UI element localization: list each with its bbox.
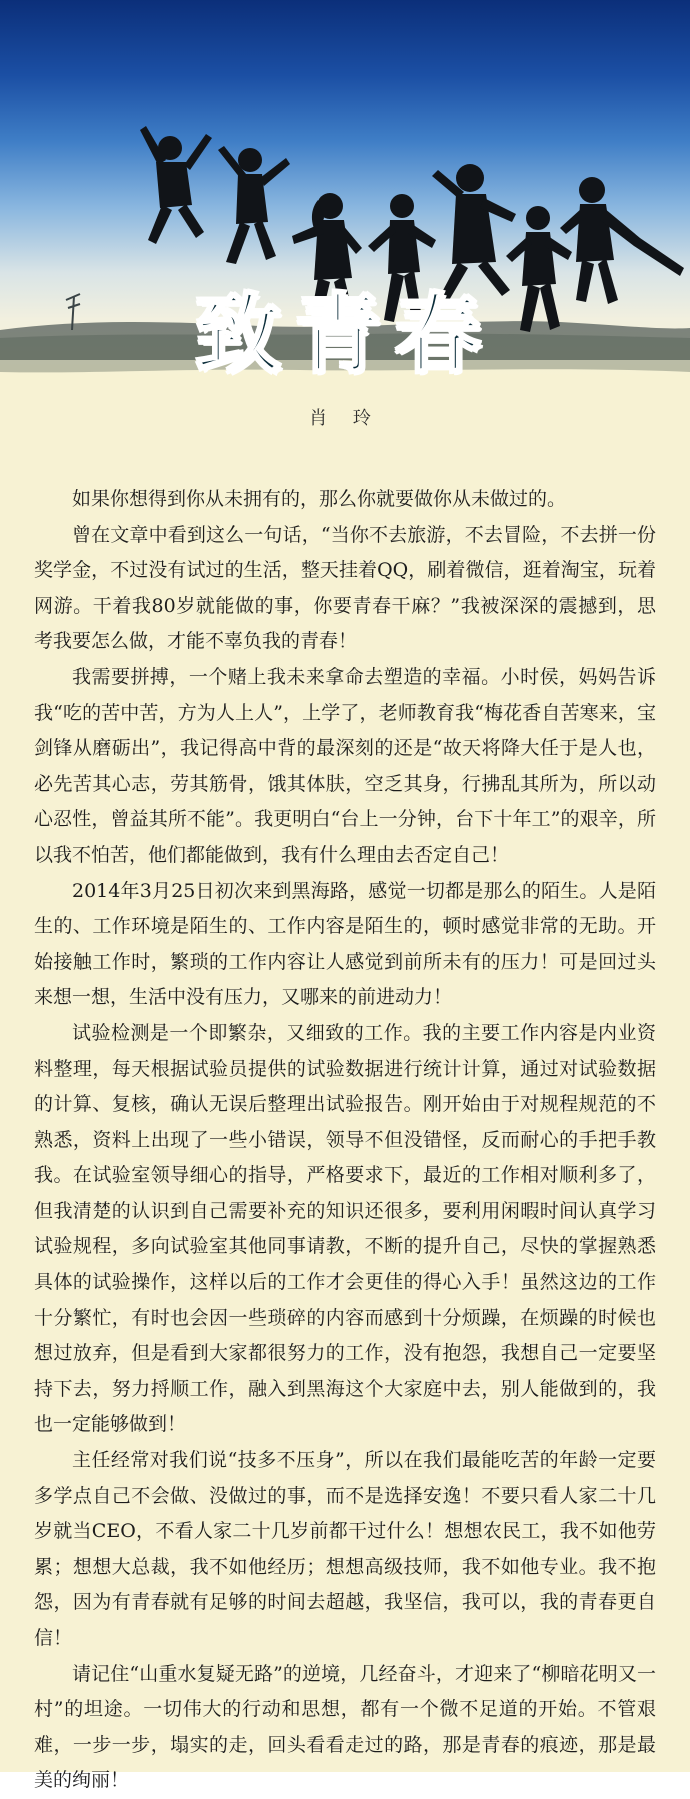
article-paragraph: 主任经常对我们说“技多不压身”，所以在我们最能吃苦的年龄一定要多学点自己不会做、没做过的事，而不是选择安逸！不要只看人家二十几岁就当CEO，不看人家二十几岁前都干过什么！想想农民工，我不如他劳累；想想大总裁，我不如他经历；想想高级技师，我不如他专业。我不抱怨，因为有青春就有足够的时间去超越，我坚信，我可以，我的青春更自信！ [34,1449,656,1649]
article-paragraph: 曾在文章中看到这么一句话，“当你不去旅游，不去冒险，不去拼一份奖学金，不过没有试过的生活，整天挂着QQ，刷着微信，逛着淘宝，玩着网游。干着我80岁就能做的事，你要青春干麻？”我被深深的震撼到，思考我要怎么做，才能不辜负我的青春！ [34,523,656,653]
article-paragraph: 试验检测是一个即繁杂，又细致的工作。我的主要工作内容是内业资料整理，每天根据试验员提供的试验数据进行统计计算，通过对试验数据的计算、复核，确认无误后整理出试验报告。刚开始由于对规程规范的不熟悉，资料上出现了一些小错误，领导不但没错怪，反而耐心的手把手教我。在试验室领导细心的指导，严格要求下，最近的工作相对顺利多了，但我清楚的认识到自己需要补充的知识还很多，要利用闲暇时间认真学习试验规程，多向试验室其他同事请教，不断的提升自己，尽快的掌握熟悉具体的试验操作，这样以后的工作才会更佳的得心入手！虽然这边的工作十分繁忙，有时也会因一些琐碎的内容而感到十分烦躁，在烦躁的时候也想过放弃，但是看到大家都很努力的工作，没有抱怨，我想自己一定要坚持下去，努力捋顺工作，融入到黑海这个大家庭中去，别人能做到的，我也一定能够做到！ [34,1021,656,1436]
hero-banner [0,0,690,470]
article-paragraph: 如果你想得到你从未拥有的，那么你就要做你从未做过的。 [72,488,567,510]
article-paragraph: 请记住“山重水复疑无路”的逆境，几经奋斗，才迎来了“柳暗花明又一村”的坦途。一切伟大的行动和思想，都有一个微不足道的开始。不管艰难，一步一步，塌实的走，回头看看走过的路，那是青春的痕迹，那是最美的绚丽！ [34,1662,656,1792]
article-paragraph: 我需要拼搏，一个赌上我未来拿命去塑造的幸福。小时侯，妈妈告诉我“吃的苦中苦，方为人上人”，上学了，老师教育我“梅花香自苦寒来，宝剑锋从磨砺出”，我记得高中背的最深刻的还是“故天将降大任于是人也，必先苦其心志，劳其筋骨，饿其体肤，空乏其身，行拂乱其所为，所以动心忍性，曾益其所不能”。我更明白“台上一分钟，台下十年工”的艰辛，所以我不怕苦，他们都能做到，我有什么理由去否定自己！ [34,665,656,866]
page-title: 致青春 [195,284,495,385]
article-body [34,482,656,1799]
article-paragraph: 2014年3月25日初次来到黑海路，感觉一切都是那么的陌生。人是陌生的、工作环境是陌生的、工作内容是陌生的，顿时感觉非常的无助。开始接触工作时，繁琐的工作内容让人感觉到前所未有的压力！可是回过头来想一想，生活中没有压力，又哪来的前进动力！ [34,879,656,1009]
jumping-people-silhouette-icon [0,0,690,470]
author-name: 肖 玲 [309,408,381,429]
